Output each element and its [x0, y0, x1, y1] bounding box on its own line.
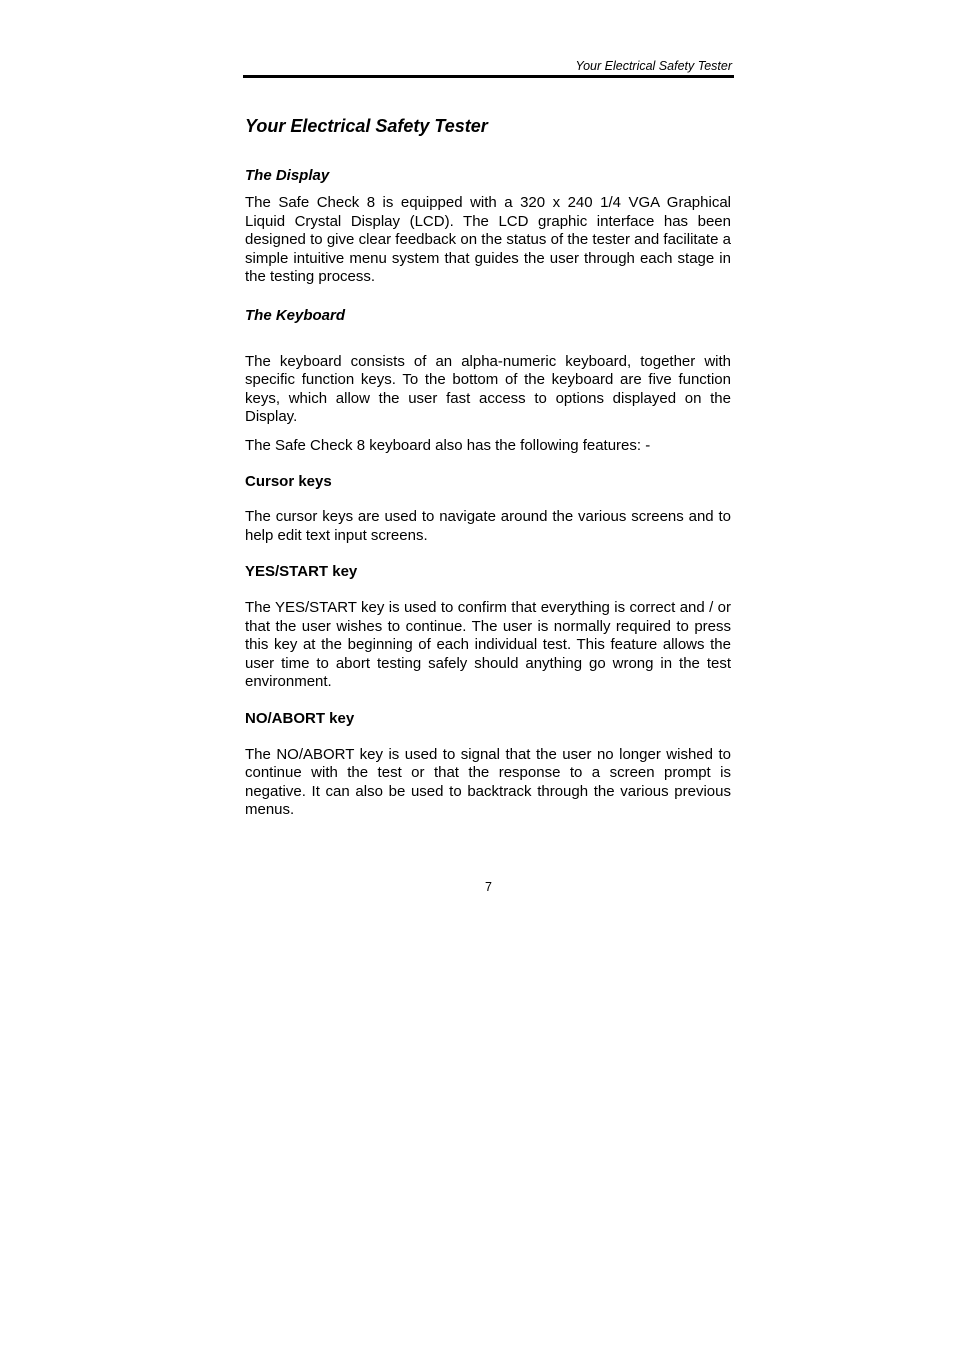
display-heading: The Display: [245, 167, 330, 184]
running-header: Your Electrical Safety Tester: [575, 59, 732, 73]
yes-start-key-paragraph: The YES/START key is used to confirm that everything is correct and / or that the user wishes to continue. The user is normally required to press this key at the beginning of each individual test. This feature allows the user time to abort testing safely should anything go wrong in the test environment.: [245, 599, 731, 690]
cursor-keys-paragraph: The cursor keys are used to navigate around the various screens and to help edit text input screens.: [245, 508, 731, 544]
page-number: 7: [485, 880, 492, 894]
display-paragraph: The Safe Check 8 is equipped with a 320 x 240 1/4 VGA Graphical Liquid Crystal Display (LCD). The LCD graphic interface has been designed to give clear feedback on the status of the tester and facilitate a simple intuitive menu system that guides the user through each stage in the testing process.: [245, 194, 731, 285]
keyboard-heading: The Keyboard: [245, 306, 346, 324]
no-abort-key-heading: NO/ABORT key: [245, 709, 355, 727]
keyboard-paragraph-2: The Safe Check 8 keyboard also has the following features: -: [245, 436, 651, 454]
cursor-keys-heading: Cursor keys: [245, 473, 332, 490]
keyboard-paragraph-1: The keyboard consists of an alpha-numeric keyboard, together with specific function keys. To the bottom of the keyboard are five function keys, which allow the user fast access to options displayed on the Display.: [245, 352, 731, 425]
page-content: [245, 114, 731, 820]
header-rule: [243, 75, 734, 78]
yes-start-key-heading: YES/START key: [245, 563, 358, 580]
no-abort-key-paragraph: The NO/ABORT key is used to signal that the user no longer wished to continue with the test or that the response to a screen prompt is negative. It can also be used to backtrack through the various previous menus.: [245, 745, 731, 818]
page-title: Your Electrical Safety Tester: [245, 116, 488, 136]
